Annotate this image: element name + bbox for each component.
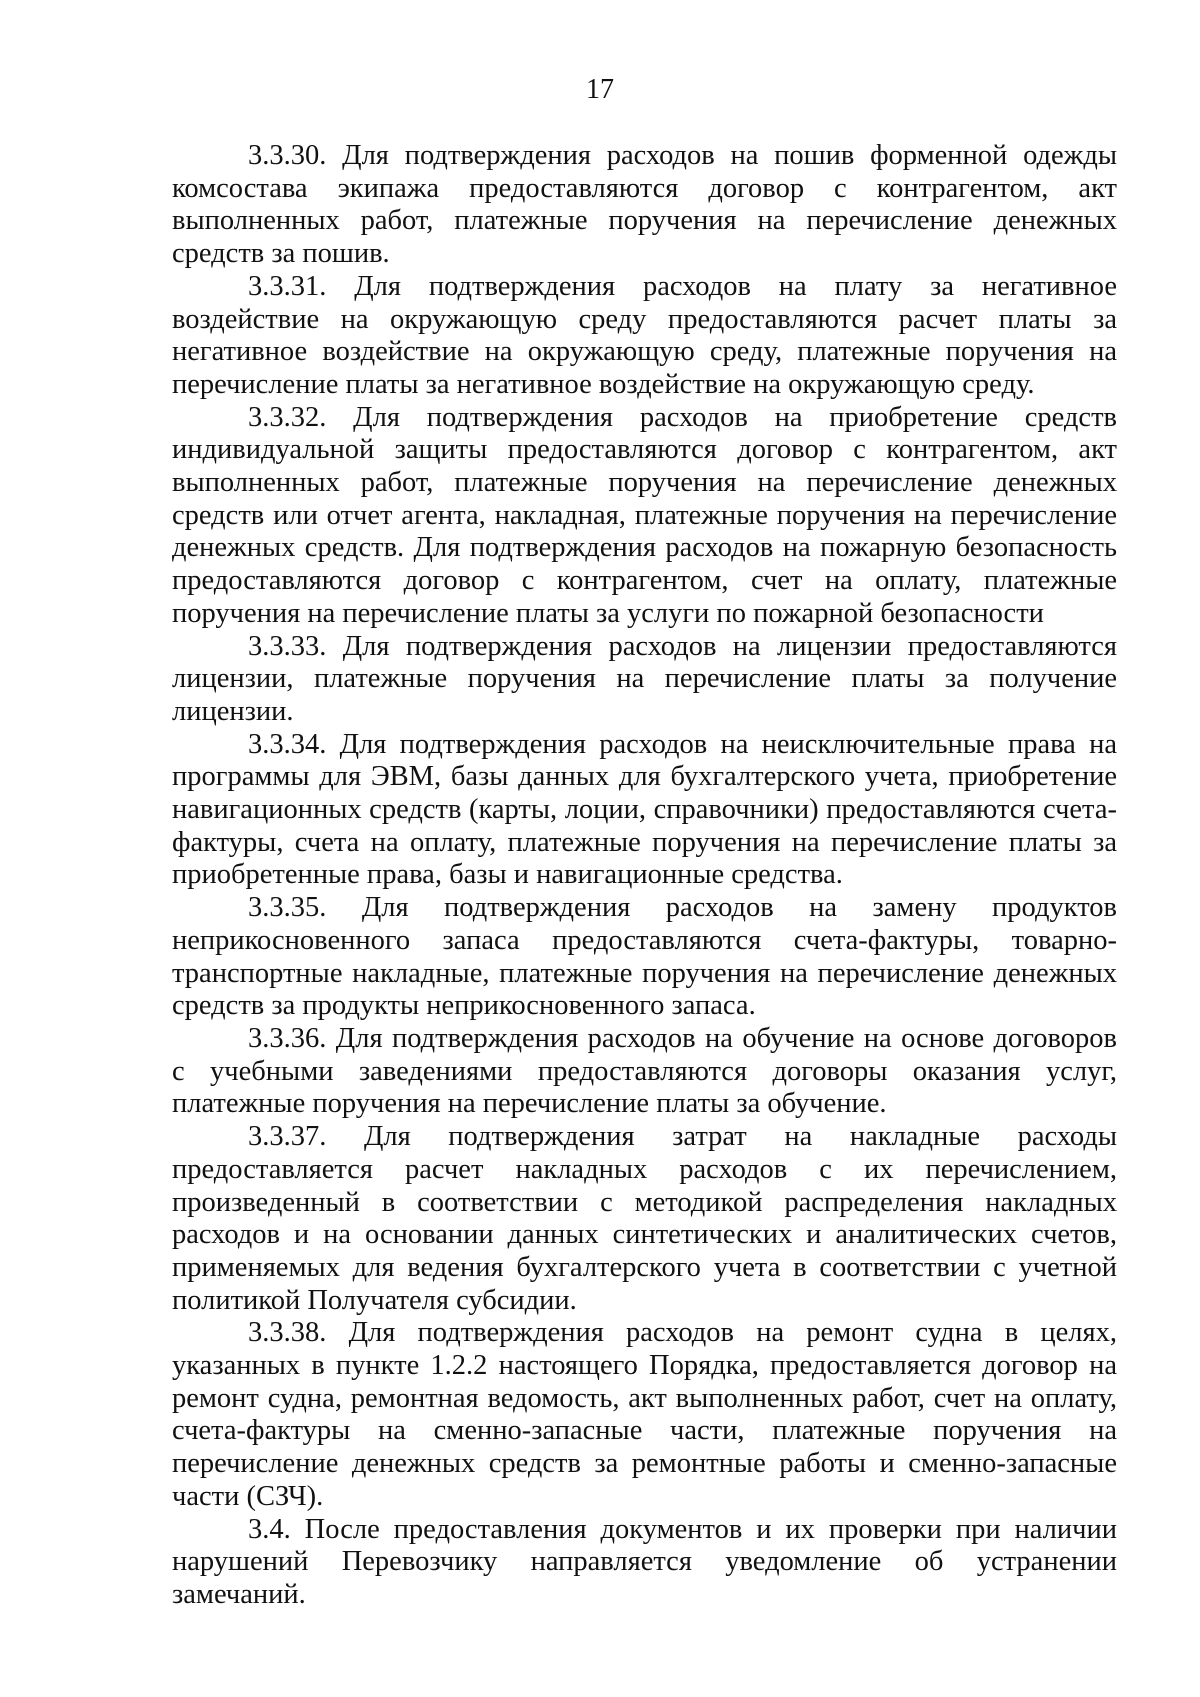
paragraph-3-3-37: 3.3.37. Для подтверждения затрат на накладные расходы предоставляется расчет накладных расходов с их перечислением, произведенный в соответствии с методикой распределения накладных расходов и на основании данных синтетических и аналитических счетов, применяемых для ведения бухгалтерского учета в соответствии с учетной политикой Получателя субсидии. [172,1121,1117,1316]
paragraph-3-3-36: 3.3.36. Для подтверждения расходов на обучение на основе договоров с учебными заведениями предоставляются договоры оказания услуг, платежные поручения на перечисление платы за обучение. [172,1022,1117,1120]
paragraph-3-3-38: 3.3.38. Для подтверждения расходов на ремонт судна в целях, указанных в пункте 1.2.2 настоящего Порядка, предоставляется договор на ремонт судна, ремонтная ведомость, акт выполненных работ, счет на оплату, счета-фактуры на сменно-запасные части, платежные поручения на перечисление денежных средств за ремонтные работы и сменно-запасные части (СЗЧ). [172,1317,1117,1512]
paragraph-3-3-31: 3.3.31. Для подтверждения расходов на плату за негативное воздействие на окружающую среду предоставляются расчет платы за негативное воздействие на окружающую среду, платежные поручения на перечисление платы за негативное воздействие на окружающую среду. [172,270,1117,400]
paragraph-3-3-32: 3.3.32. Для подтверждения расходов на приобретение средств индивидуальной защиты предоставляются договор с контрагентом, акт выполненных работ, платежные поручения на перечисление денежных средств или отчет агента, накладная, платежные поручения на перечисление денежных средств. Для подтверждения расходов на пожарную безопасность предоставляются договор с контрагентом, счет на оплату, платежные поручения на перечисление платы за услуги по пожарной безопасности [172,401,1117,629]
paragraph-3-3-34: 3.3.34. Для подтверждения расходов на неисключительные права на программы для ЭВМ, базы данных для бухгалтерского учета, приобретение навигационных средств (карты, лоции, справочники) предоставляются счета-фактуры, счета на оплату, платежные поручения на перечисление платы за приобретенные права, базы и навигационные средства. [172,728,1117,891]
paragraph-3-3-33: 3.3.33. Для подтверждения расходов на лицензии предоставляются лицензии, платежные поручения на перечисление платы за получение лицензии. [172,630,1117,727]
page-number: 17 [586,74,614,105]
paragraph-3-3-30: 3.3.30. Для подтверждения расходов на пошив форменной одежды комсостава экипажа предоставляются договор с контрагентом, акт выполненных работ, платежные поручения на перечисление денежных средств за пошив. [172,140,1117,270]
paragraph-3-4: 3.4. После предоставления документов и их проверки при наличии нарушений Перевозчику направляется уведомление об устранении замечаний. [172,1513,1117,1610]
paragraph-3-3-35: 3.3.35. Для подтверждения расходов на замену продуктов неприкосновенного запаса предоставляются счета-фактуры, товарно-транспортные накладные, платежные поручения на перечисление денежных средств за продукты неприкосновенного запаса. [172,892,1117,1022]
document-body [172,140,1117,1612]
